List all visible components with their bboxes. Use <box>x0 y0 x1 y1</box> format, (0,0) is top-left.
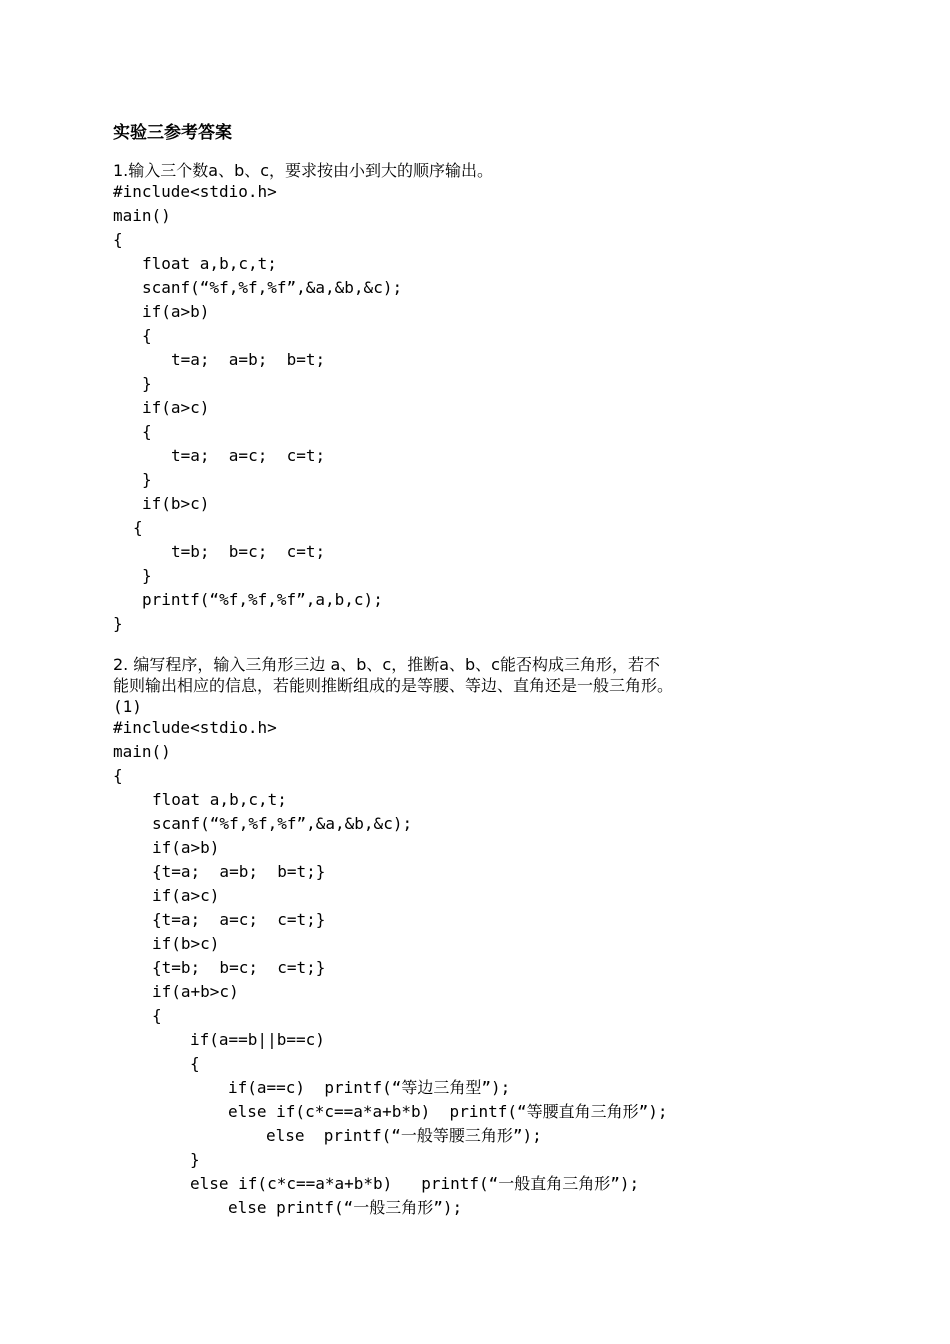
code-line: { <box>190 1054 200 1073</box>
code-line: scanf(“%f,%f,%f”,&a,&b,&c); <box>142 278 403 297</box>
code-line: } <box>190 1150 200 1169</box>
code-line: { <box>133 518 143 537</box>
code-line: } <box>113 614 123 633</box>
code-line: { <box>142 326 152 345</box>
code-line: if(b>c) <box>152 934 220 953</box>
page-title: 实验三参考答案 <box>113 123 232 143</box>
code-line: {t=b; b=c; c=t;} <box>152 958 326 977</box>
code-line: if(a>c) <box>152 886 220 905</box>
code-line: printf(“%f,%f,%f”,a,b,c); <box>142 590 383 609</box>
code-line: if(a==c) printf(“等边三角型”); <box>228 1078 511 1097</box>
q1-prompt: 1.输入三个数a、b、c，要求按由小到大的顺序输出。 <box>113 161 494 180</box>
code-line: { <box>152 1006 162 1025</box>
code-line: if(a>c) <box>142 398 210 417</box>
code-line: float a,b,c,t; <box>142 254 277 273</box>
code-line: if(a+b>c) <box>152 982 239 1001</box>
code-line: t=a; a=b; b=t; <box>171 350 326 369</box>
code-line: if(a>b) <box>142 302 210 321</box>
code-line: if(a==b||b==c) <box>190 1030 325 1049</box>
code-line: {t=a; a=b; b=t;} <box>152 862 326 881</box>
code-line: { <box>142 422 152 441</box>
code-line: #include<stdio.h> <box>113 718 277 737</box>
code-line: if(b>c) <box>142 494 210 513</box>
code-line: } <box>142 566 152 585</box>
code-line: if(a>b) <box>152 838 220 857</box>
code-line: { <box>113 766 123 785</box>
code-line: else printf(“一般三角形”); <box>228 1198 463 1217</box>
code-line: } <box>142 374 152 393</box>
q2-prompt-line1: 2. 编写程序，输入三角形三边 a、b、c，推断a、b、c能否构成三角形，若不 <box>113 655 660 674</box>
code-line: scanf(“%f,%f,%f”,&a,&b,&c); <box>152 814 413 833</box>
code-line: #include<stdio.h> <box>113 182 277 201</box>
q2-part-label: (1) <box>113 697 142 716</box>
code-line: main() <box>113 206 171 225</box>
code-line: t=a; a=c; c=t; <box>171 446 326 465</box>
code-line: {t=a; a=c; c=t;} <box>152 910 326 929</box>
q2-prompt-line2: 能则输出相应的信息，若能则推断组成的是等腰、等边、直角还是一般三角形。 <box>113 676 674 695</box>
code-line: } <box>142 470 152 489</box>
code-line: t=b; b=c; c=t; <box>171 542 326 561</box>
code-line: float a,b,c,t; <box>152 790 287 809</box>
code-line: else if(c*c==a*a+b*b) printf(“一般直角三角形”); <box>190 1174 640 1193</box>
code-line: else printf(“一般等腰三角形”); <box>266 1126 542 1145</box>
code-line: main() <box>113 742 171 761</box>
code-line: { <box>113 230 123 249</box>
code-line: else if(c*c==a*a+b*b) printf(“等腰直角三角形”); <box>228 1102 668 1121</box>
